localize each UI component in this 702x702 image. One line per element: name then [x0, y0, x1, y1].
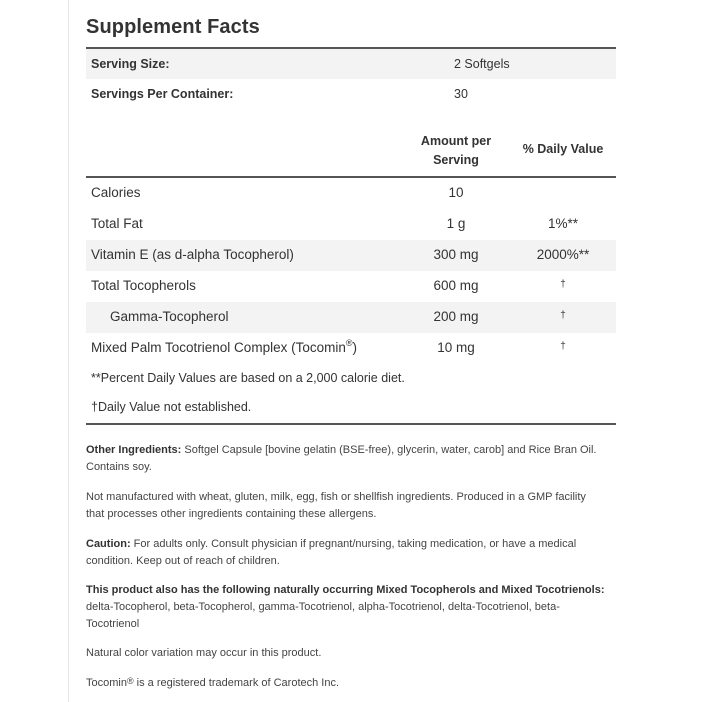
allergen-line2: that processes other ingredients containing these allergens. — [86, 508, 377, 520]
trademark-name: Tocomin — [86, 677, 127, 689]
nutrient-name: Total Tocopherols — [91, 278, 196, 293]
serving-size-label: Serving Size: — [91, 57, 170, 71]
table-row — [86, 333, 616, 364]
serving-size-value: 2 Softgels — [454, 57, 510, 71]
nutrient-dv: † — [560, 279, 566, 290]
trademark-note — [86, 675, 616, 692]
servings-per-container-value: 30 — [454, 87, 468, 101]
amount-header-line2: Serving — [433, 153, 479, 167]
caution-label: Caution: — [86, 538, 131, 550]
panel-title: Supplement Facts — [86, 16, 260, 38]
allergen-line1: Not manufactured with wheat, gluten, milk, egg, fish or shellfish ingredients. Produced in a GMP facility — [86, 491, 586, 503]
nutrient-name: Calories — [91, 185, 141, 200]
other-ingredients-label: Other Ingredients: — [86, 444, 182, 456]
nutrient-amount: 1 g — [446, 216, 466, 231]
nutrient-dv: 2000%** — [536, 247, 590, 262]
tocopherols-line2: Tocotrienol — [86, 618, 140, 630]
other-ingredients-line2: Contains soy. — [86, 461, 152, 473]
table-row — [86, 178, 616, 209]
table-row — [86, 240, 616, 271]
amount-column-header — [411, 132, 501, 170]
registered-mark: ® — [345, 338, 353, 348]
trademark-registered-mark: ® — [126, 676, 134, 686]
nutrient-amount: 10 — [448, 185, 464, 200]
nutrient-amount: 10 mg — [437, 340, 475, 355]
footnote-percent-dv: **Percent Daily Values are based on a 2,000 calorie diet. — [91, 371, 405, 385]
nutrient-dv: † — [560, 310, 566, 321]
footnote-dagger: †Daily Value not established. — [91, 400, 252, 414]
tocopherols-label: This product also has the following naturally occurring Mixed Tocopherols and Mixed Tocotrienols: — [86, 584, 605, 596]
daily-value-column-header: % Daily Value — [522, 142, 604, 156]
amount-header-line1: Amount per — [420, 134, 492, 148]
nutrient-amount: 600 mg — [433, 278, 479, 293]
caution-statement — [86, 536, 616, 570]
nutrient-name-close: ) — [352, 340, 357, 355]
other-ingredients-line1 — [86, 442, 616, 459]
nutrient-name — [91, 340, 357, 355]
nutrient-name: Total Fat — [91, 216, 143, 231]
nutrient-name: Gamma-Tocopherol — [110, 309, 229, 324]
left-divider — [68, 0, 69, 702]
table-bottom-rule — [86, 423, 616, 425]
nutrient-amount: 200 mg — [433, 309, 479, 324]
other-ingredients-text: Softgel Capsule [bovine gelatin (BSE-free), glycerin, water, carob] and Rice Bran Oil. — [181, 444, 597, 456]
caution-text: For adults only. Consult physician if pregnant/nursing, taking medication, or have a medical — [130, 538, 577, 550]
caution-line1 — [86, 536, 616, 553]
caution-line2: condition. Keep out of reach of children. — [86, 555, 280, 567]
servings-per-container-row — [86, 79, 616, 109]
nutrient-dv: 1%** — [547, 216, 579, 231]
trademark-text: is a registered trademark of Carotech Inc. — [133, 677, 340, 689]
nutrient-name: Vitamin E (as d-alpha Tocopherol) — [91, 247, 294, 262]
nutrient-amount: 300 mg — [433, 247, 479, 262]
table-row — [86, 271, 616, 302]
table-row — [86, 209, 616, 240]
nutrient-name-text: Mixed Palm Tocotrienol Complex (Tocomin — [91, 340, 346, 355]
tocopherols-statement — [86, 582, 616, 633]
tocopherols-heading — [86, 582, 616, 599]
color-variation-note: Natural color variation may occur in this product. — [86, 647, 322, 659]
other-ingredients — [86, 442, 616, 476]
allergen-statement — [86, 489, 616, 523]
tocopherols-line1: delta-Tocopherol, beta-Tocopherol, gamma-Tocotrienol, alpha-Tocotrienol, delta-Tocotrienol, beta- — [86, 601, 560, 613]
servings-per-container-label: Servings Per Container: — [91, 87, 234, 101]
serving-size-row — [86, 49, 616, 79]
nutrient-dv: † — [560, 341, 566, 352]
table-header — [86, 130, 616, 174]
table-row — [86, 302, 616, 333]
